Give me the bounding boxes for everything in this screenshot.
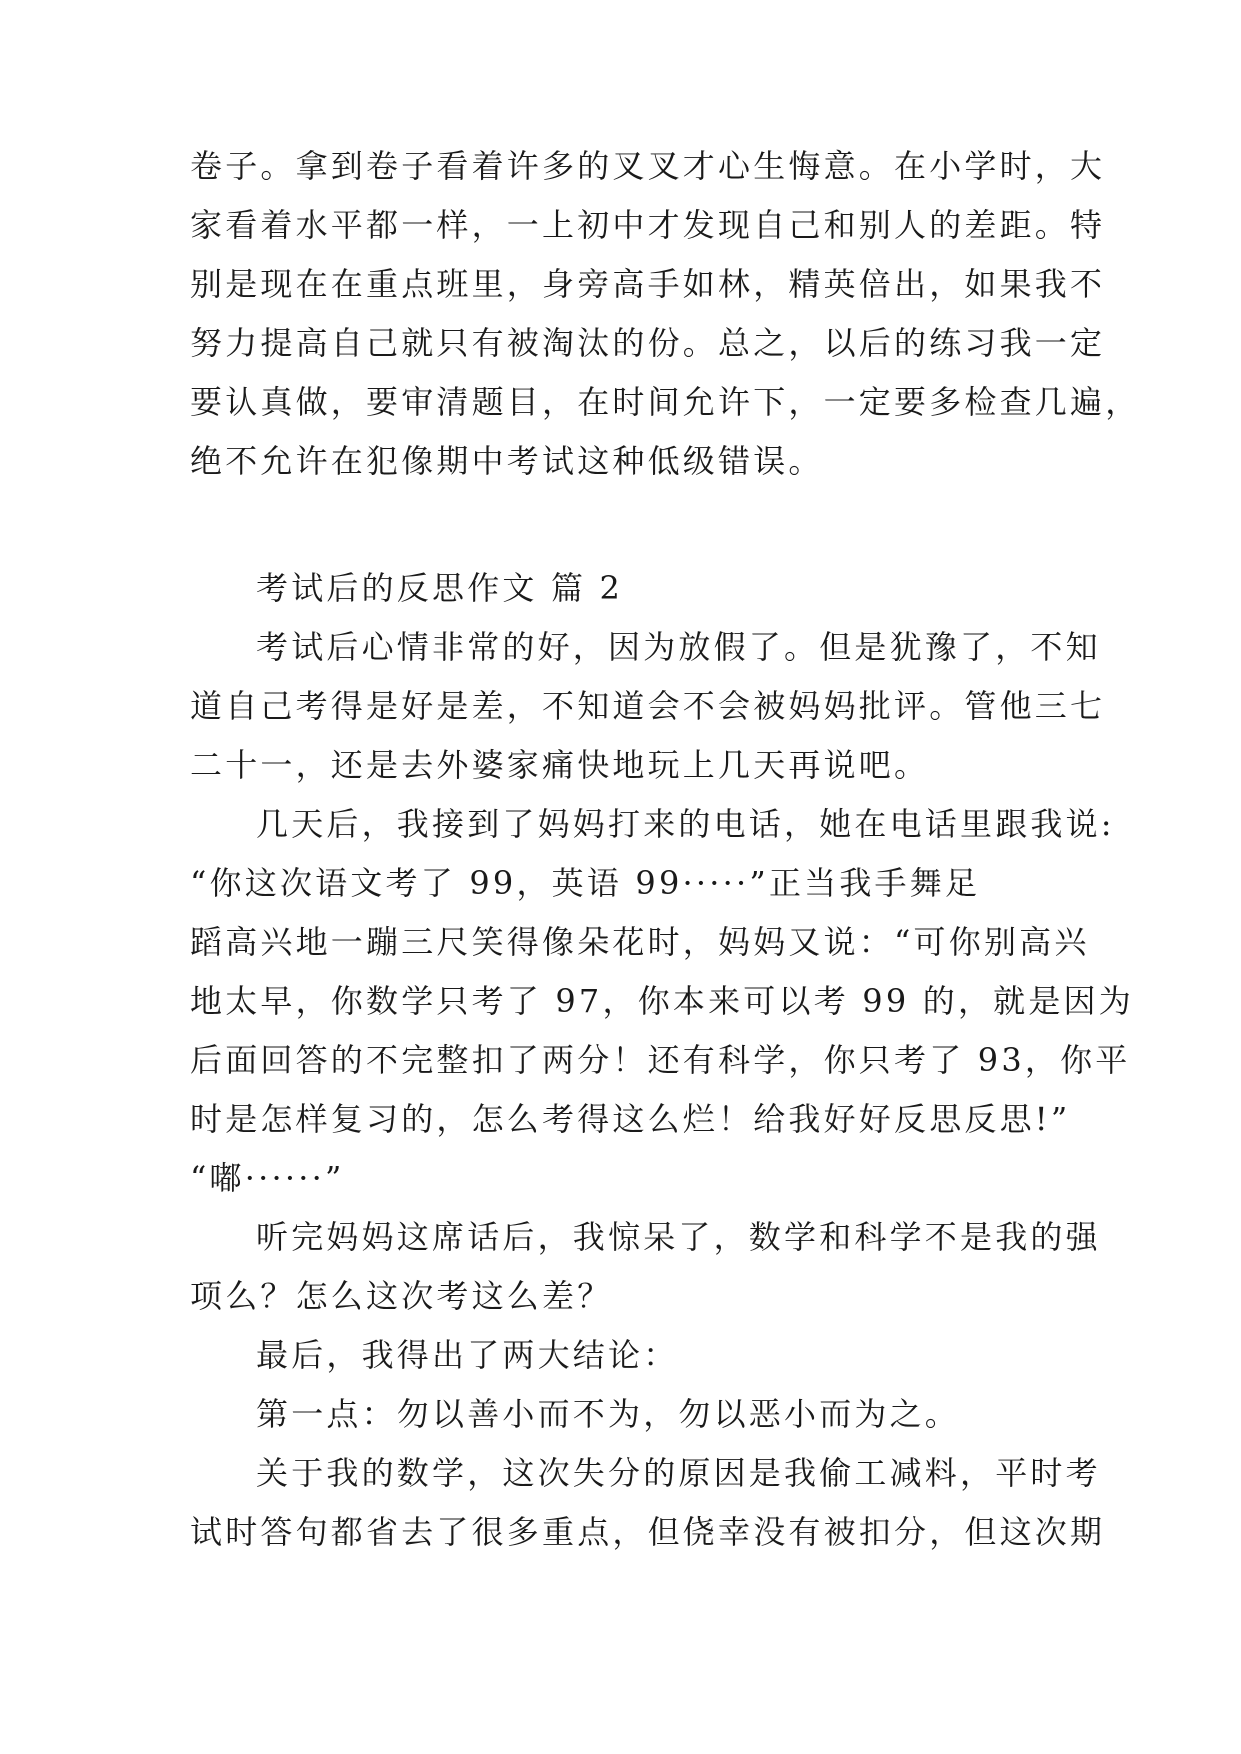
text-line: 几天后，我接到了妈妈打来的电话，她在电话里跟我说: (256, 805, 1115, 843)
text-line: 地太早，你数学只考了 97，你本来可以考 99 的，就是因为 (190, 982, 1134, 1020)
text-line: “嘟······” (190, 1159, 345, 1197)
text-line: 关于我的数学，这次失分的原因是我偷工减料，平时考 (256, 1454, 1101, 1492)
text-line: 绝不允许在犯像期中考试这种低级错误。 (190, 442, 824, 480)
text-line: 努力提高自己就只有被淘汰的份。总之，以后的练习我一定 (190, 324, 1106, 362)
text-line: 时是怎样复习的，怎么考得这么烂！给我好好反思反思!” (190, 1100, 1071, 1138)
section-heading: 考试后的反思作文 篇 2 (256, 569, 624, 607)
text-line: 卷子。拿到卷子看着许多的叉叉才心生悔意。在小学时，大 (190, 147, 1106, 185)
text-line: 项么？怎么这次考这么差？ (190, 1277, 613, 1315)
text-line: 试时答句都省去了很多重点，但侥幸没有被扣分，但这次期 (190, 1513, 1106, 1551)
text-line: 道自己考得是好是差，不知道会不会被妈妈批评。管他三七 (190, 687, 1106, 725)
text-line: 蹈高兴地一蹦三尺笑得像朵花时，妈妈又说：“可你别高兴 (190, 923, 1090, 961)
text-line: 第一点：勿以善小而不为，勿以恶小而为之。 (256, 1395, 961, 1433)
text-line: 考试后心情非常的好，因为放假了。但是犹豫了，不知 (256, 628, 1101, 666)
text-line: 听完妈妈这席话后，我惊呆了，数学和科学不是我的强 (256, 1218, 1101, 1256)
text-line: “你这次语文考了 99，英语 99·····”正当我手舞足 (190, 864, 981, 902)
text-line: 家看着水平都一样，一上初中才发现自己和别人的差距。特 (190, 206, 1106, 244)
text-line: 别是现在在重点班里，身旁高手如林，精英倍出，如果我不 (190, 265, 1106, 303)
text-line: 最后，我得出了两大结论： (256, 1336, 679, 1374)
text-line: 二十一，还是去外婆家痛快地玩上几天再说吧。 (190, 746, 930, 784)
text-line: 后面回答的不完整扣了两分！还有科学，你只考了 93，你平 (190, 1041, 1131, 1079)
text-line: 要认真做，要审清题目，在时间允许下，一定要多检查几遍， (190, 383, 1141, 421)
